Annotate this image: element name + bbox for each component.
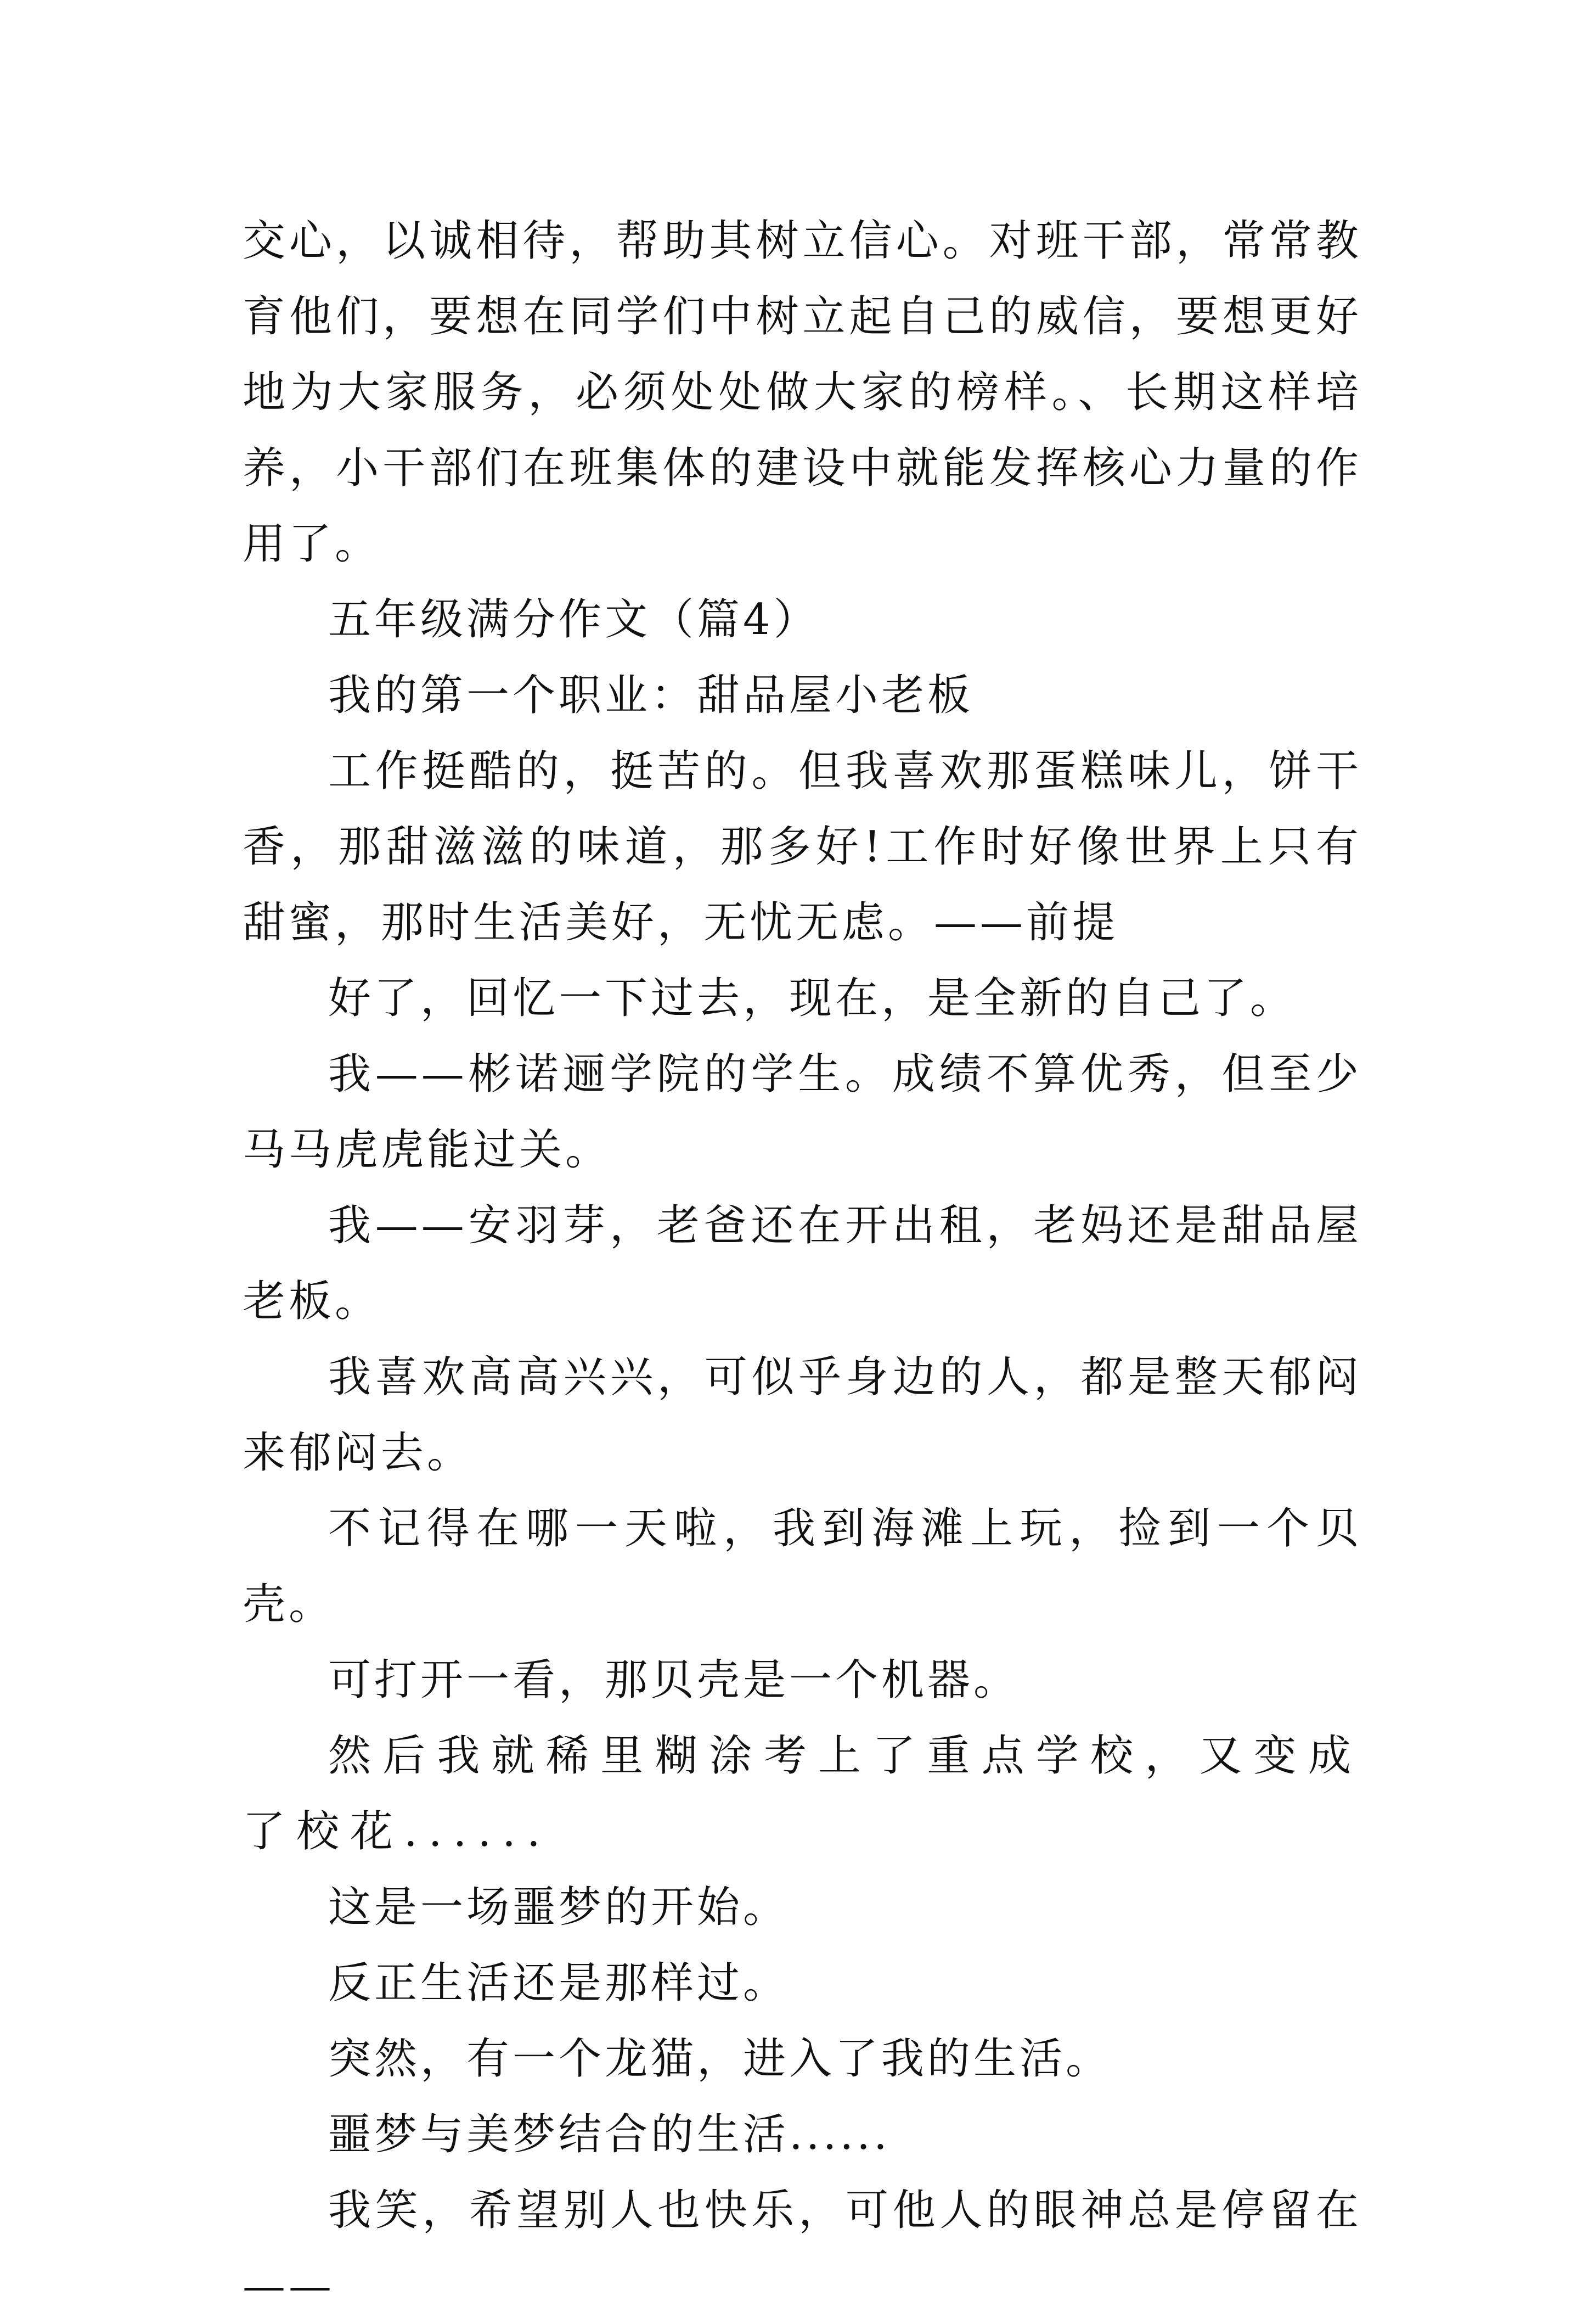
paragraph-10: 可打开一看，那贝壳是一个机器。 — [328, 1655, 1020, 1705]
paragraph-8: 我喜欢高高兴兴，可似乎身边的人，都是整天郁闷来郁闷去。 — [243, 1352, 1362, 1478]
paragraph-11: 然后我就稀里糊涂考上了重点学校，又变成了校花...... — [243, 1731, 1362, 1856]
paragraph-9: 不记得在哪一天啦，我到海滩上玩，捡到一个贝壳。 — [243, 1504, 1362, 1629]
article-heading: 五年级满分作文（篇4） — [328, 595, 820, 644]
paragraph-1: 交心，以诚相待，帮助其树立信心。对班干部，常常教育他们，要想在同学们中树立起自己的威信，要想更好地为大家服务，必须处处做大家的榜样。、长期这样培养，小干部们在班集体的建设中就能发挥核心力量的作用了。 — [243, 216, 1362, 569]
paragraph-5: 好了，回忆一下过去，现在，是全新的自己了。 — [328, 974, 1297, 1023]
paragraph-intro: 工作挺酷的，挺苦的。但我喜欢那蛋糕味儿，饼干香，那甜滋滋的味道，那多好!工作时好像世界上只有甜蜜，那时生活美好，无忧无虑。——前提 — [243, 746, 1362, 947]
paragraph-14: 突然，有一个龙猫，进入了我的生活。 — [328, 2034, 1112, 2084]
paragraph-6: 我——彬诺逦学院的学生。成绩不算优秀，但至少马马虎虎能过关。 — [243, 1049, 1362, 1175]
paragraph-16: 我笑，希望别人也快乐，可他人的眼神总是停留在—— — [243, 2186, 1362, 2311]
document-body — [243, 203, 1362, 2324]
article-title: 我的第一个职业：甜品屋小老板 — [328, 671, 974, 720]
paragraph-7: 我——安羽芽，老爸还在开出租，老妈还是甜品屋老板。 — [243, 1201, 1362, 1326]
paragraph-15: 噩梦与美梦结合的生活...... — [328, 2110, 891, 2159]
paragraph-12: 这是一场噩梦的开始。 — [328, 1883, 790, 1932]
paragraph-13: 反正生活还是那样过。 — [328, 1958, 790, 2008]
